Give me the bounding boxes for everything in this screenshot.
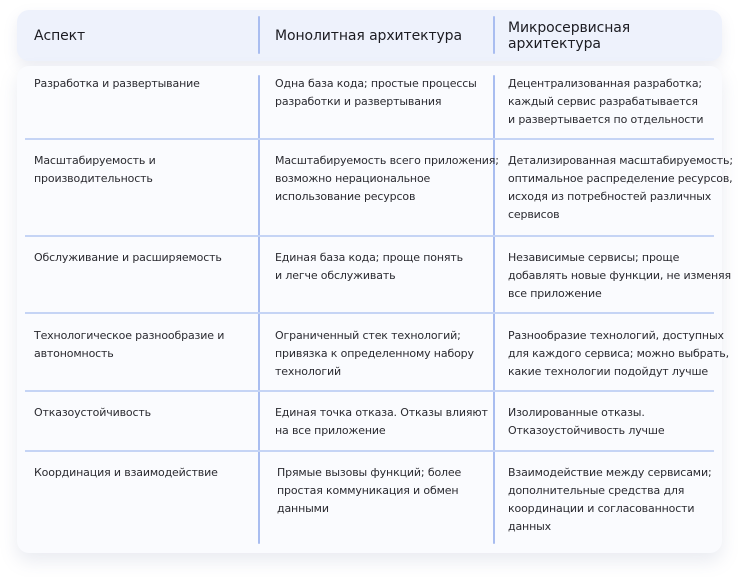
row-separator [25,138,714,140]
cell-line: для каждого сервиса; можно выбрать, [508,347,729,360]
cell-line: Единая база кода; проще понять [275,251,463,264]
cell-line: Детализированная масштабируемость; [508,154,733,167]
cell-monolith [275,404,488,440]
cell-line: разработки и развертывания [275,95,442,108]
cell-line: Единая точка отказа. Отказы влияют [275,406,488,419]
cell-line: Разнообразие технологий, доступных [508,329,724,342]
cell-line: исходя из потребностей различных [508,190,712,203]
cell-line: Ограниченный стек технологий; [275,329,461,342]
header-divider-1 [258,16,260,54]
cell-line: Отказоустойчивость [34,406,151,419]
cell-line: Независимые сервисы; проще [508,251,680,264]
cell-line: Одна база кода; простые процессы [275,77,477,90]
cell-line: все приложение [508,287,602,300]
cell-microservices [508,327,729,381]
cell-line: автономность [34,347,114,360]
row-separator [25,390,714,392]
cell-line: технологий [275,365,341,378]
cell-line: Прямые вызовы функций; более [277,466,462,479]
cell-line: координации и согласованности [508,502,695,515]
cell-line: привязка к определенному набору [275,347,474,360]
cell-aspect [34,152,156,188]
row-separator [25,312,714,314]
body-divider-1 [258,75,260,544]
cell-line: Взаимодействие между сервисами; [508,466,712,479]
body-divider-2 [493,75,495,544]
cell-monolith [277,464,461,518]
header-microservices: Микросервисная архитектура [508,19,631,52]
cell-monolith [275,75,477,111]
cell-line: и развертывается по отдельности [508,113,704,126]
cell-line: Отказоустойчивость лучше [508,424,665,437]
cell-aspect [34,249,222,267]
cell-line: использование ресурсов [275,190,416,203]
cell-line: возможно нерациональное [275,172,431,185]
cell-line: какие технологии подойдут лучше [508,365,709,378]
cell-line: оптимальное распределение ресурсов, [508,172,733,185]
table-body [17,66,733,553]
cell-line: на все приложение [275,424,386,437]
cell-line: Изолированные отказы. [508,406,645,419]
cell-line: дополнительные средства для [508,484,685,497]
cell-line: каждый сервис разрабатывается [508,95,698,108]
header-monolith: Монолитная архитектура [275,27,462,44]
cell-monolith [275,249,463,285]
cell-line: Масштабируемость всего приложения; [275,154,499,167]
cell-line: добавлять новые функции, не изменяя [508,269,731,282]
cell-aspect [34,75,200,93]
header-aspect: Аспект [34,27,86,44]
cell-microservices [508,249,731,303]
row-separator [25,450,714,452]
cell-line: Технологическое разнообразие и [34,329,225,342]
cell-microservices [508,152,733,224]
cell-line: и легче обслуживать [275,269,396,282]
table-header [17,10,722,61]
cell-line: Координация и взаимодействие [34,466,218,479]
cell-line: Децентрализованная разработка; [508,77,702,90]
cell-aspect [34,464,218,482]
cell-monolith [275,152,499,206]
header-divider-2 [493,16,495,54]
cell-line: Масштабируемость и [34,154,156,167]
cell-line: простая коммуникация и обмен [277,484,459,497]
row-separator [25,235,714,237]
cell-aspect [34,404,151,422]
cell-microservices [508,75,703,129]
cell-line: производительность [34,172,153,185]
cell-aspect [34,327,224,363]
cell-line: Разработка и развертывание [34,77,200,90]
cell-line: сервисов [508,208,560,221]
cell-microservices [508,464,712,536]
cell-line: данными [277,502,329,515]
cell-monolith [275,327,474,381]
cell-microservices [508,404,664,440]
cell-line: Обслуживание и расширяемость [34,251,222,264]
cell-line: данных [508,520,552,533]
